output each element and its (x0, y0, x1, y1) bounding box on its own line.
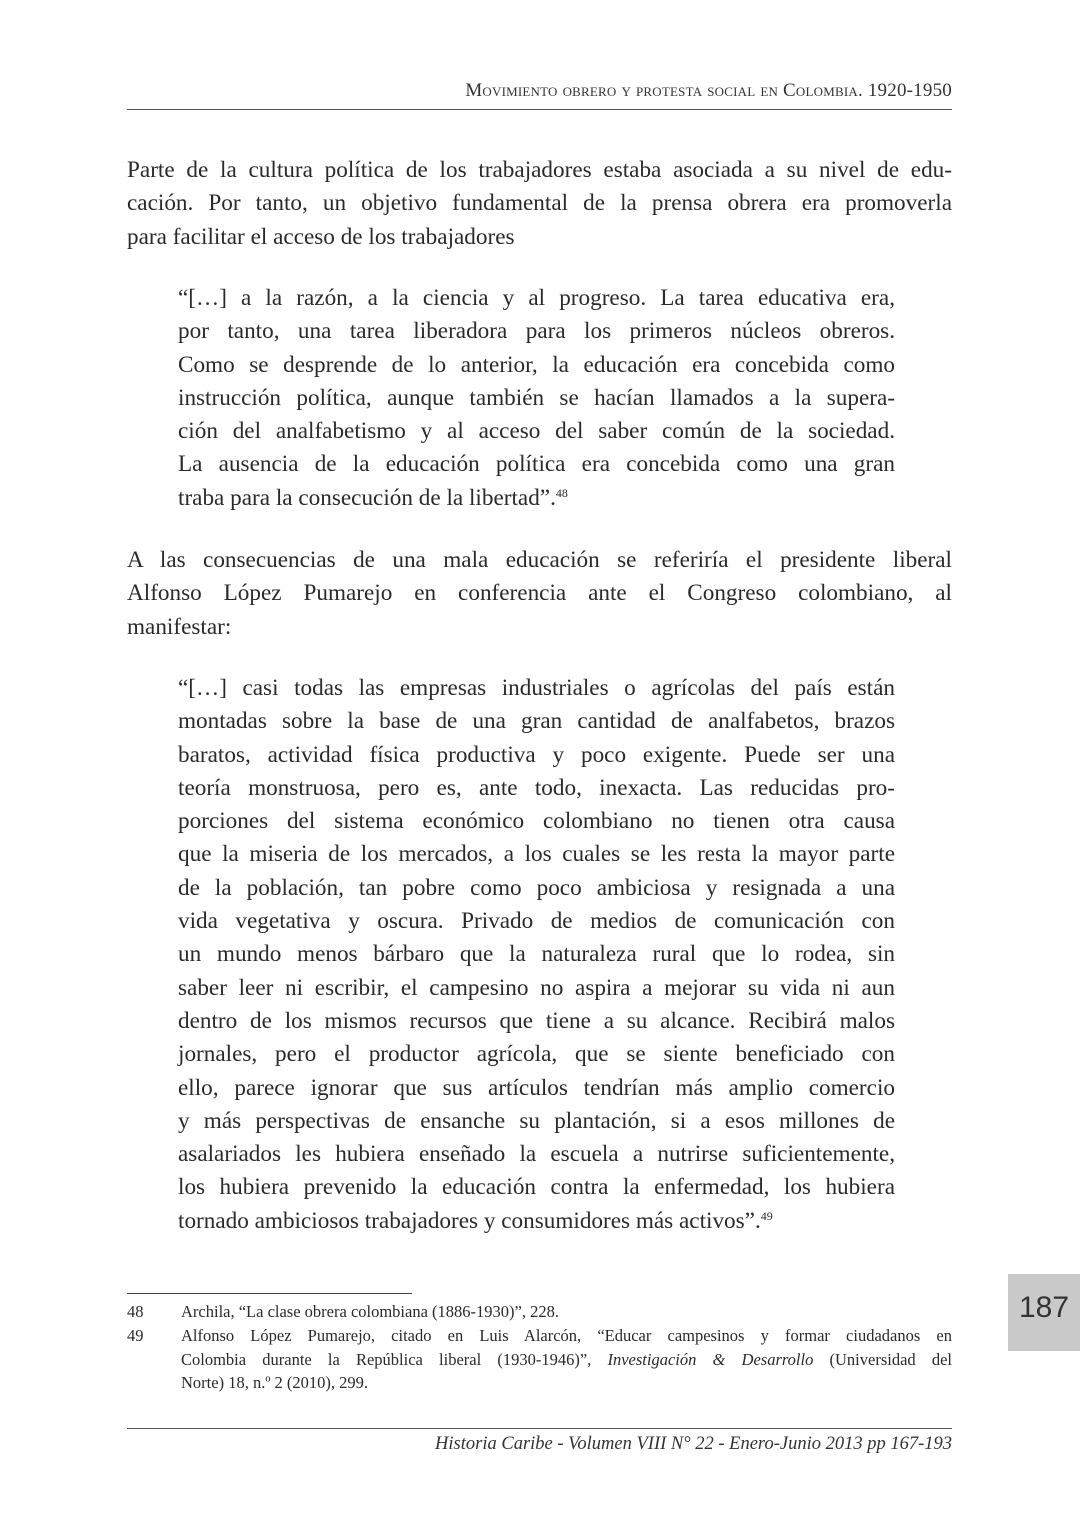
quote-line (178, 1205, 895, 1238)
page-number: 187 (1018, 1291, 1070, 1324)
footnote-rule (127, 1293, 412, 1294)
quote-line (178, 1171, 895, 1204)
quote-line (178, 838, 895, 871)
footnote-text: Colombia durante la República liberal (1930-1946)”, (181, 1349, 608, 1369)
quote-text: asalariados les hubiera enseñado la escuela a nutrirse suficientemente, (178, 1141, 895, 1168)
footnote-text: (Universidad del (813, 1349, 952, 1369)
block-quote-2 (178, 672, 895, 1238)
quote-line (178, 938, 895, 971)
quote-text: baratos, actividad física productiva y poco exigente. Puede ser una (178, 741, 895, 768)
quote-text: jornales, pero el productor agrícola, que se siente beneficiado con (178, 1041, 895, 1068)
quote-line (178, 282, 895, 315)
quote-text: los hubiera prevenido la educación contra la enfermedad, los hubiera (178, 1174, 895, 1201)
quote-text: ción del analfabetismo y al acceso del saber común de la sociedad. (178, 418, 895, 445)
quote-text: traba para la consecución de la libertad”. (178, 484, 556, 511)
quote-line (178, 905, 895, 938)
journal-footer: Historia Caribe - Volumen VIII N° 22 - Enero-Junio 2013 pp 167-193 (435, 1434, 952, 1454)
footnote-49 (127, 1324, 952, 1395)
quote-text: “[…] a la razón, a la ciencia y al progreso. La tarea educativa era, (178, 285, 895, 311)
text-line: manifestar: (127, 613, 232, 640)
block-quote-1 (178, 282, 895, 515)
quote-line (178, 972, 895, 1005)
quote-text: ello, parece ignorar que sus artículos tendrían más amplio comercio (178, 1074, 895, 1101)
footnote-reference[interactable]: 48 (555, 485, 568, 500)
quote-line (178, 805, 895, 838)
quote-line (178, 1105, 895, 1138)
quote-line (178, 1072, 895, 1105)
paragraph-2 (127, 544, 952, 644)
quote-text: un mundo menos bárbaro que la naturaleza rural que lo rodea, sin (178, 941, 895, 968)
footnote-text-line2 (181, 1348, 952, 1372)
journal-title: Investigación & Desarrollo (607, 1349, 814, 1369)
quote-line (178, 705, 895, 738)
quote-text: saber leer ni escribir, el campesino no aspira a mejorar su vida ni aun (178, 974, 895, 1001)
text-line: Parte de la cultura política de los trabajadores estaba asociada a su nivel de edu- (127, 157, 952, 183)
footnote-reference[interactable]: 49 (760, 1208, 773, 1223)
footnote-48 (127, 1300, 952, 1324)
quote-line (178, 415, 895, 448)
quote-line (178, 315, 895, 348)
quote-text: vida vegetativa y oscura. Privado de medios de comunicación con (178, 908, 895, 935)
quote-text: montadas sobre la base de una gran cantidad de analfabetos, brazos (178, 708, 895, 735)
quote-line (178, 1005, 895, 1038)
footer-rule (127, 1428, 952, 1429)
footnote-text: Norte) 18, n.º 2 (2010), 299. (181, 1373, 369, 1392)
quote-line (178, 872, 895, 905)
running-header: Movimiento obrero y protesta social en Colombia. 1920-1950 (465, 80, 952, 101)
text-line: cación. Por tanto, un objetivo fundamental de la prensa obrera era promoverla (127, 190, 952, 217)
quote-text: que la miseria de los mercados, a los cuales se les resta la mayor parte (178, 841, 895, 868)
text-line: A las consecuencias de una mala educación se referiría el presidente liberal (127, 547, 952, 573)
quote-line (178, 739, 895, 772)
quote-line (178, 772, 895, 805)
quote-line (178, 349, 895, 382)
quote-text: por tanto, una tarea liberadora para los primeros núcleos obreros. (178, 318, 895, 345)
footnote-text: Archila, “La clase obrera colombiana (1886-1930)”, 228. (181, 1302, 559, 1321)
quote-text: teoría monstruosa, pero es, ante todo, inexacta. Las reducidas pro- (178, 774, 895, 801)
quote-line (178, 672, 895, 705)
quote-text: instrucción política, aunque también se hacían llamados a la supera- (178, 384, 895, 411)
quote-line (178, 448, 895, 481)
paragraph-1 (127, 154, 952, 254)
footnote-number: 48 (127, 1302, 144, 1321)
quote-text: dentro de los mismos recursos que tiene a su alcance. Recibirá malos (178, 1007, 895, 1034)
quote-text: tornado ambiciosos trabajadores y consumidores más activos”. (178, 1207, 761, 1234)
footnote-number: 49 (127, 1326, 144, 1345)
footnote-text: Alfonso López Pumarejo, citado en Luis Alarcón, “Educar campesinos y formar ciudadanos en (181, 1326, 952, 1345)
quote-text: “[…] casi todas las empresas industriales o agrícolas del país están (178, 675, 895, 701)
quote-text: porciones del sistema económico colombiano no tienen otra causa (178, 808, 895, 835)
text-line: para facilitar el acceso de los trabajadores (127, 223, 515, 250)
quote-line (178, 1038, 895, 1071)
quote-line (178, 1138, 895, 1171)
quote-text: Como se desprende de lo anterior, la educación era concebida como (178, 351, 895, 378)
text-line: Alfonso López Pumarejo en conferencia ante el Congreso colombiano, al (127, 580, 952, 607)
header-rule (127, 109, 952, 110)
quote-line (178, 382, 895, 415)
quote-text: de la población, tan pobre como poco ambiciosa y resignada a una (178, 874, 895, 901)
quote-text: y más perspectivas de ensanche su plantación, si a esos millones de (178, 1107, 895, 1134)
quote-text: La ausencia de la educación política era concebida como una gran (178, 451, 895, 478)
quote-line (178, 482, 895, 515)
